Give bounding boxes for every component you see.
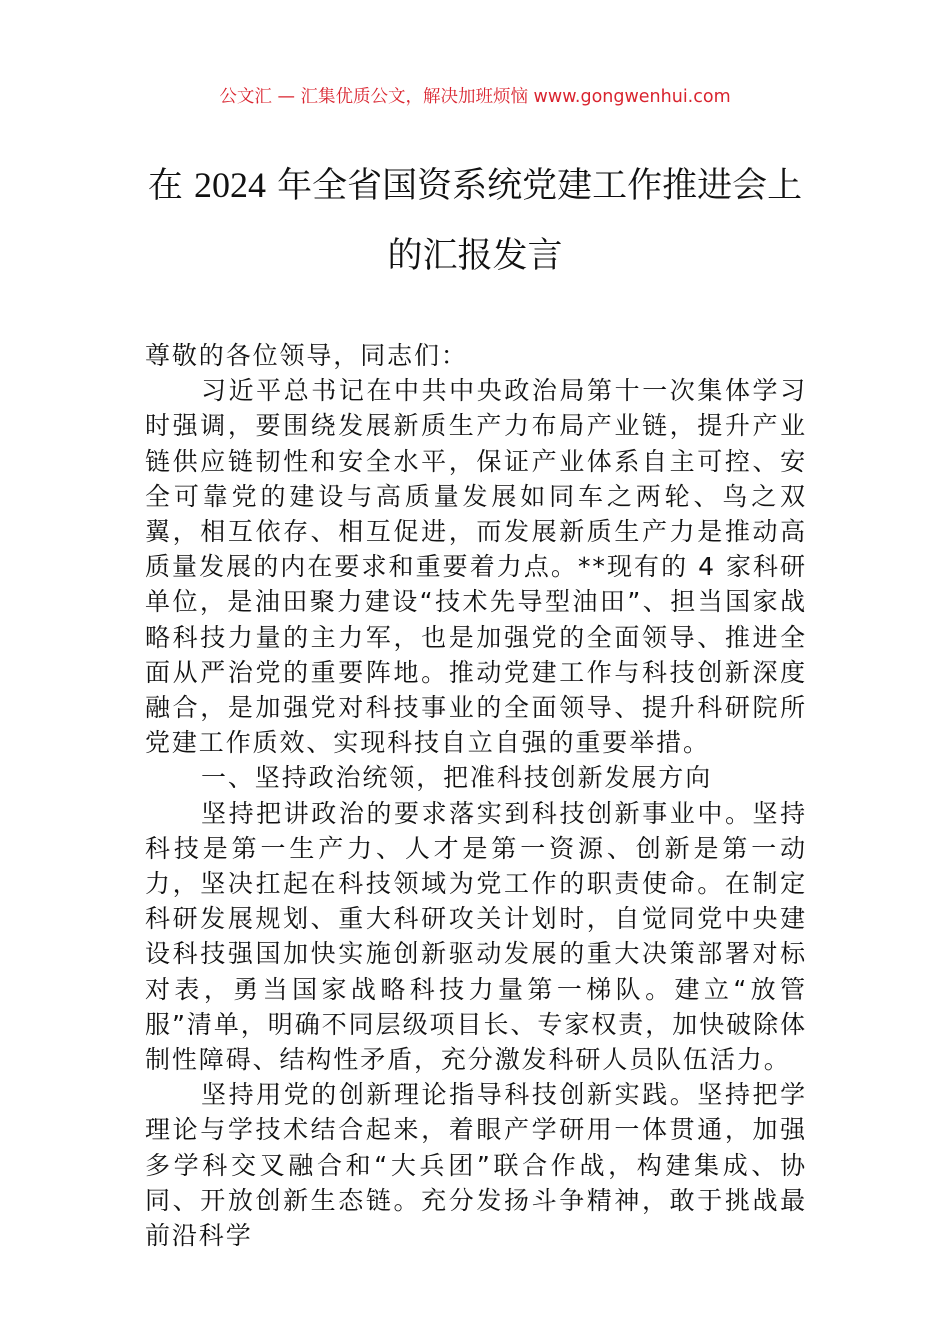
salutation: 尊敬的各位领导，同志们： xyxy=(145,341,468,370)
document-title xyxy=(140,150,810,291)
site-banner: 公文汇 — 汇集优质公文，解决加班烦恼 www.gongwenhui.com xyxy=(219,87,731,107)
title-prefix: 在 xyxy=(147,166,194,206)
section-heading-1: 一、坚持政治统领，把准科技创新发展方向 xyxy=(201,763,713,793)
title-suffix: 年全省国资系统党建工作推进会上的汇报发言 xyxy=(266,166,803,276)
paragraph-innovation-theory: 坚持用党的创新理论指导科技创新实践。坚持把学理论与学技术结合起来，着眼产学研用一体贯通，加强多学科交叉融合和“大兵团”联合作战，构建集成、协同、开放创新生态链。充分发扬斗争精神，敢于挑战最前沿科学 xyxy=(145,1080,807,1251)
paragraph-political-requirement: 坚持把讲政治的要求落实到科技创新事业中。坚持科技是第一生产力、人才是第一资源、创新是第一动力，坚决扛起在科技领域为党工作的职责使命。在制定科研发展规划、重大科研攻关计划时，自觉同党中央建设科技强国加快实施创新驱动发展的重大决策部署对标对表，勇当国家战略科技力量第一梯队。建立“放管服”清单，明确不同层级项目长、专家权责，加快破除体制性障碍、结构性矛盾，充分激发科研人员队伍活力。 xyxy=(145,798,807,1075)
document-body xyxy=(145,338,807,1253)
paragraph-intro: 习近平总书记在中共中央政治局第十一次集体学习时强调，要围绕发展新质生产力布局产业链，提升产业链供应链韧性和安全水平，保证产业体系自主可控、安全可靠党的建设与高质量发展如同车之两轮、鸟之双翼，相互依存、相互促进，而发展新质生产力是推动高质量发展的内在要求和重要着力点。**现有的 4 家科研单位，是油田聚力建设“技术先导型油田”、担当国家战略科技力量的主力军，也是加强党的全面领导、推进全面从严治党的重要阵地。推动党建工作与科技创新深度融合，是加强党对科技事业的全面领导、提升科研院所党建工作质效、实现科技自立自强的重要举措。 xyxy=(145,376,807,758)
title-year: 2024 xyxy=(194,165,266,205)
